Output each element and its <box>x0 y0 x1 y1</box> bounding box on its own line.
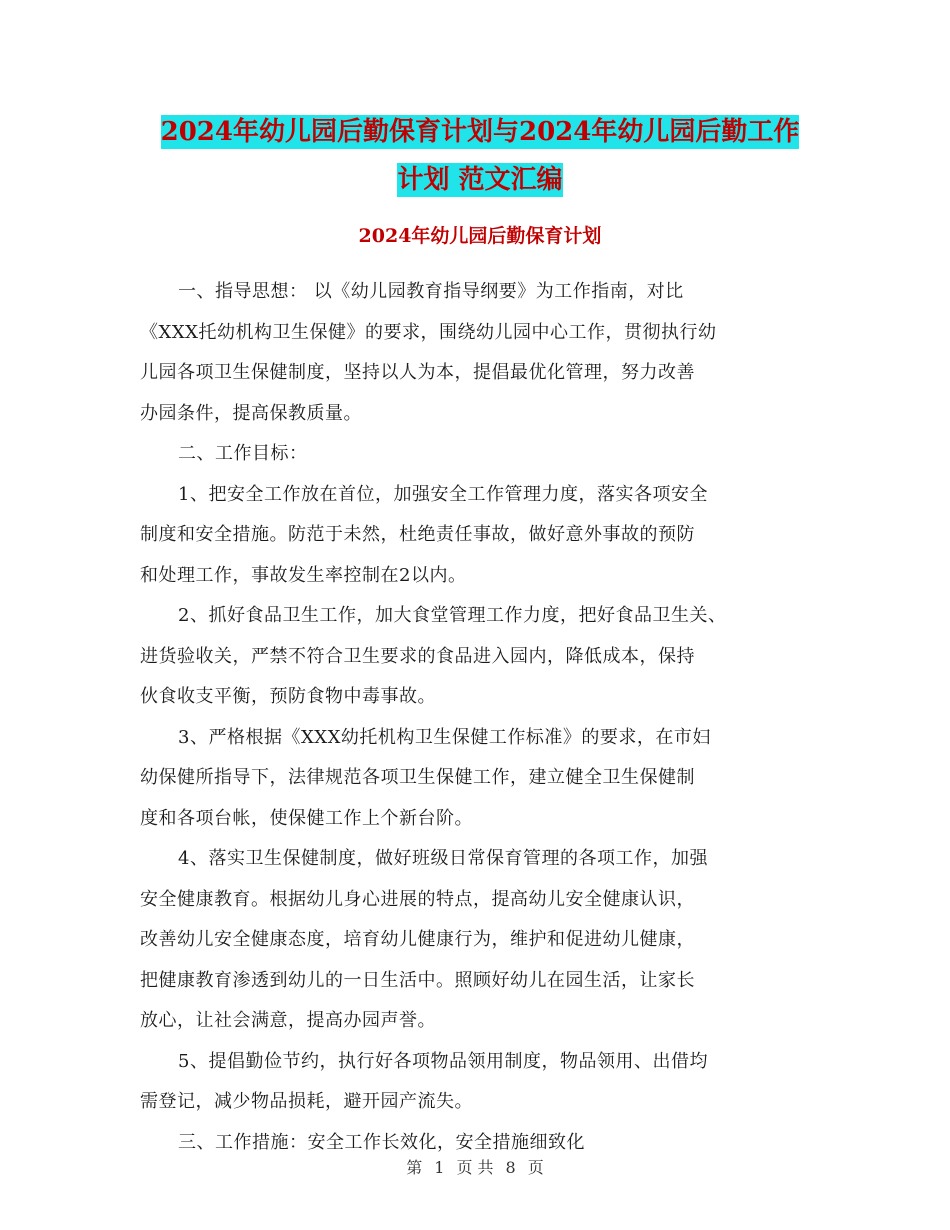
title-line-1: 2024年幼儿园后勤保育计划与2024年幼儿园后勤工作 <box>160 117 800 147</box>
section-title: 2024年幼儿园后勤保育计划 <box>358 225 602 247</box>
paragraph-line: 改善幼儿安全健康态度，培育幼儿健康行为，维护和促进幼儿健康， <box>140 929 695 950</box>
paragraph-line: 进货验收关，严禁不符合卫生要求的食品进入园内，降低成本，保持 <box>140 645 695 667</box>
paragraph-line: 《XXX托幼机构卫生保健》的要求，围绕幼儿园中心工作，贯彻执行幼 <box>140 321 717 343</box>
paragraph <box>140 839 830 1042</box>
footer-total-pages: 8 <box>505 1158 516 1177</box>
page-footer <box>0 1155 950 1178</box>
paragraph-line: 三、工作措施：安全工作长效化，安全措施细致化 <box>178 1131 585 1153</box>
document-title <box>140 108 820 204</box>
paragraph-line: 幼保健所指导下，法律规范各项卫生保健工作，建立健全卫生保健制 <box>140 767 695 788</box>
paragraph-line: 3、严格根据《XXX幼托机构卫生保健工作标准》的要求，在市妇 <box>178 726 711 748</box>
paragraph <box>140 1042 830 1123</box>
paragraph-line: 和处理工作，事故发生率控制在2以内。 <box>140 564 467 586</box>
title-line-2: 计划 范文汇编 <box>397 165 563 195</box>
body-text <box>140 272 830 1163</box>
paragraph-line: 放心，让社会满意，提高办园声誉。 <box>140 1010 436 1031</box>
paragraph-line: 5、提倡勤俭节约，执行好各项物品领用制度，物品领用、出借均 <box>178 1050 708 1072</box>
paragraph-line: 安全健康教育。根据幼儿身心进展的特点，提高幼儿安全健康认识， <box>140 888 695 910</box>
footer-mid: 页 共 <box>456 1158 494 1177</box>
paragraph-line: 2、抓好食品卫生工作，加大食堂管理工作力度，把好食品卫生关、 <box>178 605 727 626</box>
paragraph-line: 一、指导思想： 以《幼儿园教育指导纲要》为工作指南，对比 <box>178 281 684 302</box>
paragraph-line: 办园条件，提高保教质量。 <box>140 402 362 424</box>
paragraph <box>140 475 830 597</box>
paragraph <box>140 434 830 475</box>
footer-suffix: 页 <box>527 1158 544 1177</box>
paragraph <box>140 596 830 718</box>
paragraph-line: 度和各项台帐，使保健工作上个新台阶。 <box>140 807 473 829</box>
paragraph-line: 儿园各项卫生保健制度，坚持以人为本，提倡最优化管理，努力改善 <box>140 362 695 383</box>
paragraph <box>140 718 830 840</box>
paragraph-line: 1、把安全工作放在首位，加强安全工作管理力度，落实各项安全 <box>178 483 708 505</box>
paragraph-line: 需登记，减少物品损耗，避开园产流失。 <box>140 1091 473 1112</box>
paragraph <box>140 272 830 434</box>
paragraph-line: 4、落实卫生保健制度，做好班级日常保育管理的各项工作，加强 <box>178 848 708 869</box>
paragraph-line: 伙食收支平衡，预防食物中毒事故。 <box>140 686 436 707</box>
footer-prefix: 第 <box>406 1158 423 1177</box>
paragraph-line: 二、工作目标： <box>178 443 308 464</box>
paragraph-line: 把健康教育渗透到幼儿的一日生活中。照顾好幼儿在园生活，让家长 <box>140 969 695 991</box>
paragraph-line: 制度和安全措施。防范于未然，杜绝责任事故，做好意外事故的预防 <box>140 524 695 545</box>
footer-page-number: 1 <box>434 1158 445 1177</box>
